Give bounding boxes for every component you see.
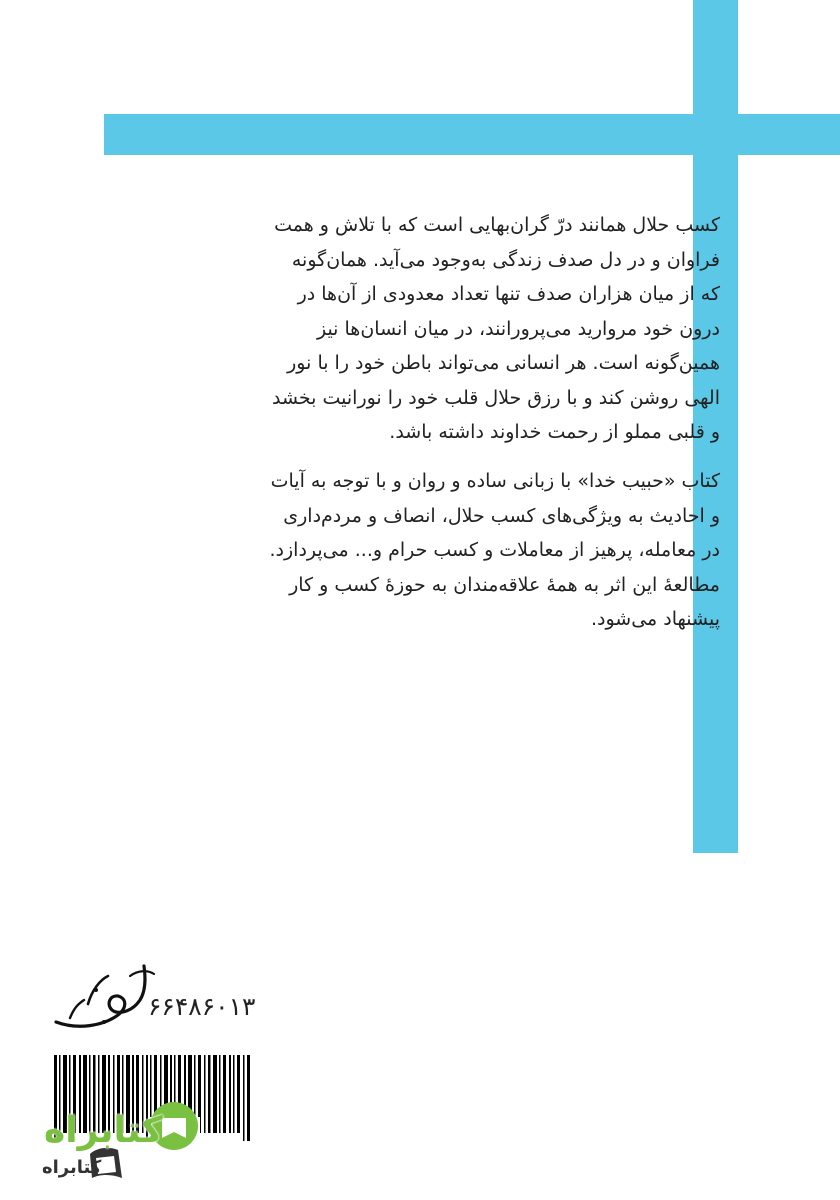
publisher-phone: ۶۶۴۸۶۰۱۳ bbox=[148, 992, 256, 1021]
description-paragraph-1 bbox=[100, 208, 720, 450]
text-line: که از میان هزاران صدف تنها تعداد معدودی از آن‌ها در bbox=[297, 283, 720, 305]
text-line: پیشنهاد می‌شود. bbox=[590, 608, 720, 630]
watermark-small: کتابراه bbox=[42, 1157, 102, 1178]
text-line: الهی روشن کند و با رزق حلال قلب خود را نورانیت بخشد bbox=[271, 386, 720, 409]
text-line: کتاب «حبیب خدا» با زبانی ساده و روان و با توجه به آیات bbox=[270, 470, 720, 492]
text-line: در معامله، پرهیز از معاملات و کسب حرام و... می‌پردازد. bbox=[269, 539, 720, 561]
watermark-title: کتابراه bbox=[44, 1110, 163, 1151]
horizontal-blue-band bbox=[104, 114, 840, 155]
text-line: کسب حلال همانند درّ گران‌بهایی است که با تلاش و همت bbox=[274, 214, 720, 236]
text-line: همین‌گونه است. هر انسانی می‌تواند باطن خود را با نور bbox=[287, 352, 720, 374]
text-line: مطالعهٔ این اثر به همهٔ علاقه‌مندان به حوزهٔ کسب و کار bbox=[289, 573, 720, 596]
text-line: و قلبی مملو از رحمت خداوند داشته باشد. bbox=[389, 421, 720, 443]
text-line: فراوان و در دل صدف زندگی به‌وجود می‌آید. همان‌گونه bbox=[291, 248, 720, 271]
text-line: و احادیث به ویژگی‌های کسب حلال، انصاف و مردم‌داری bbox=[283, 504, 720, 527]
description-paragraph-2 bbox=[100, 464, 720, 637]
publisher-logo-icon bbox=[48, 960, 158, 1040]
text-line: درون خود مروارید می‌پرورانند، در میان انسان‌ها نیز bbox=[316, 317, 720, 340]
